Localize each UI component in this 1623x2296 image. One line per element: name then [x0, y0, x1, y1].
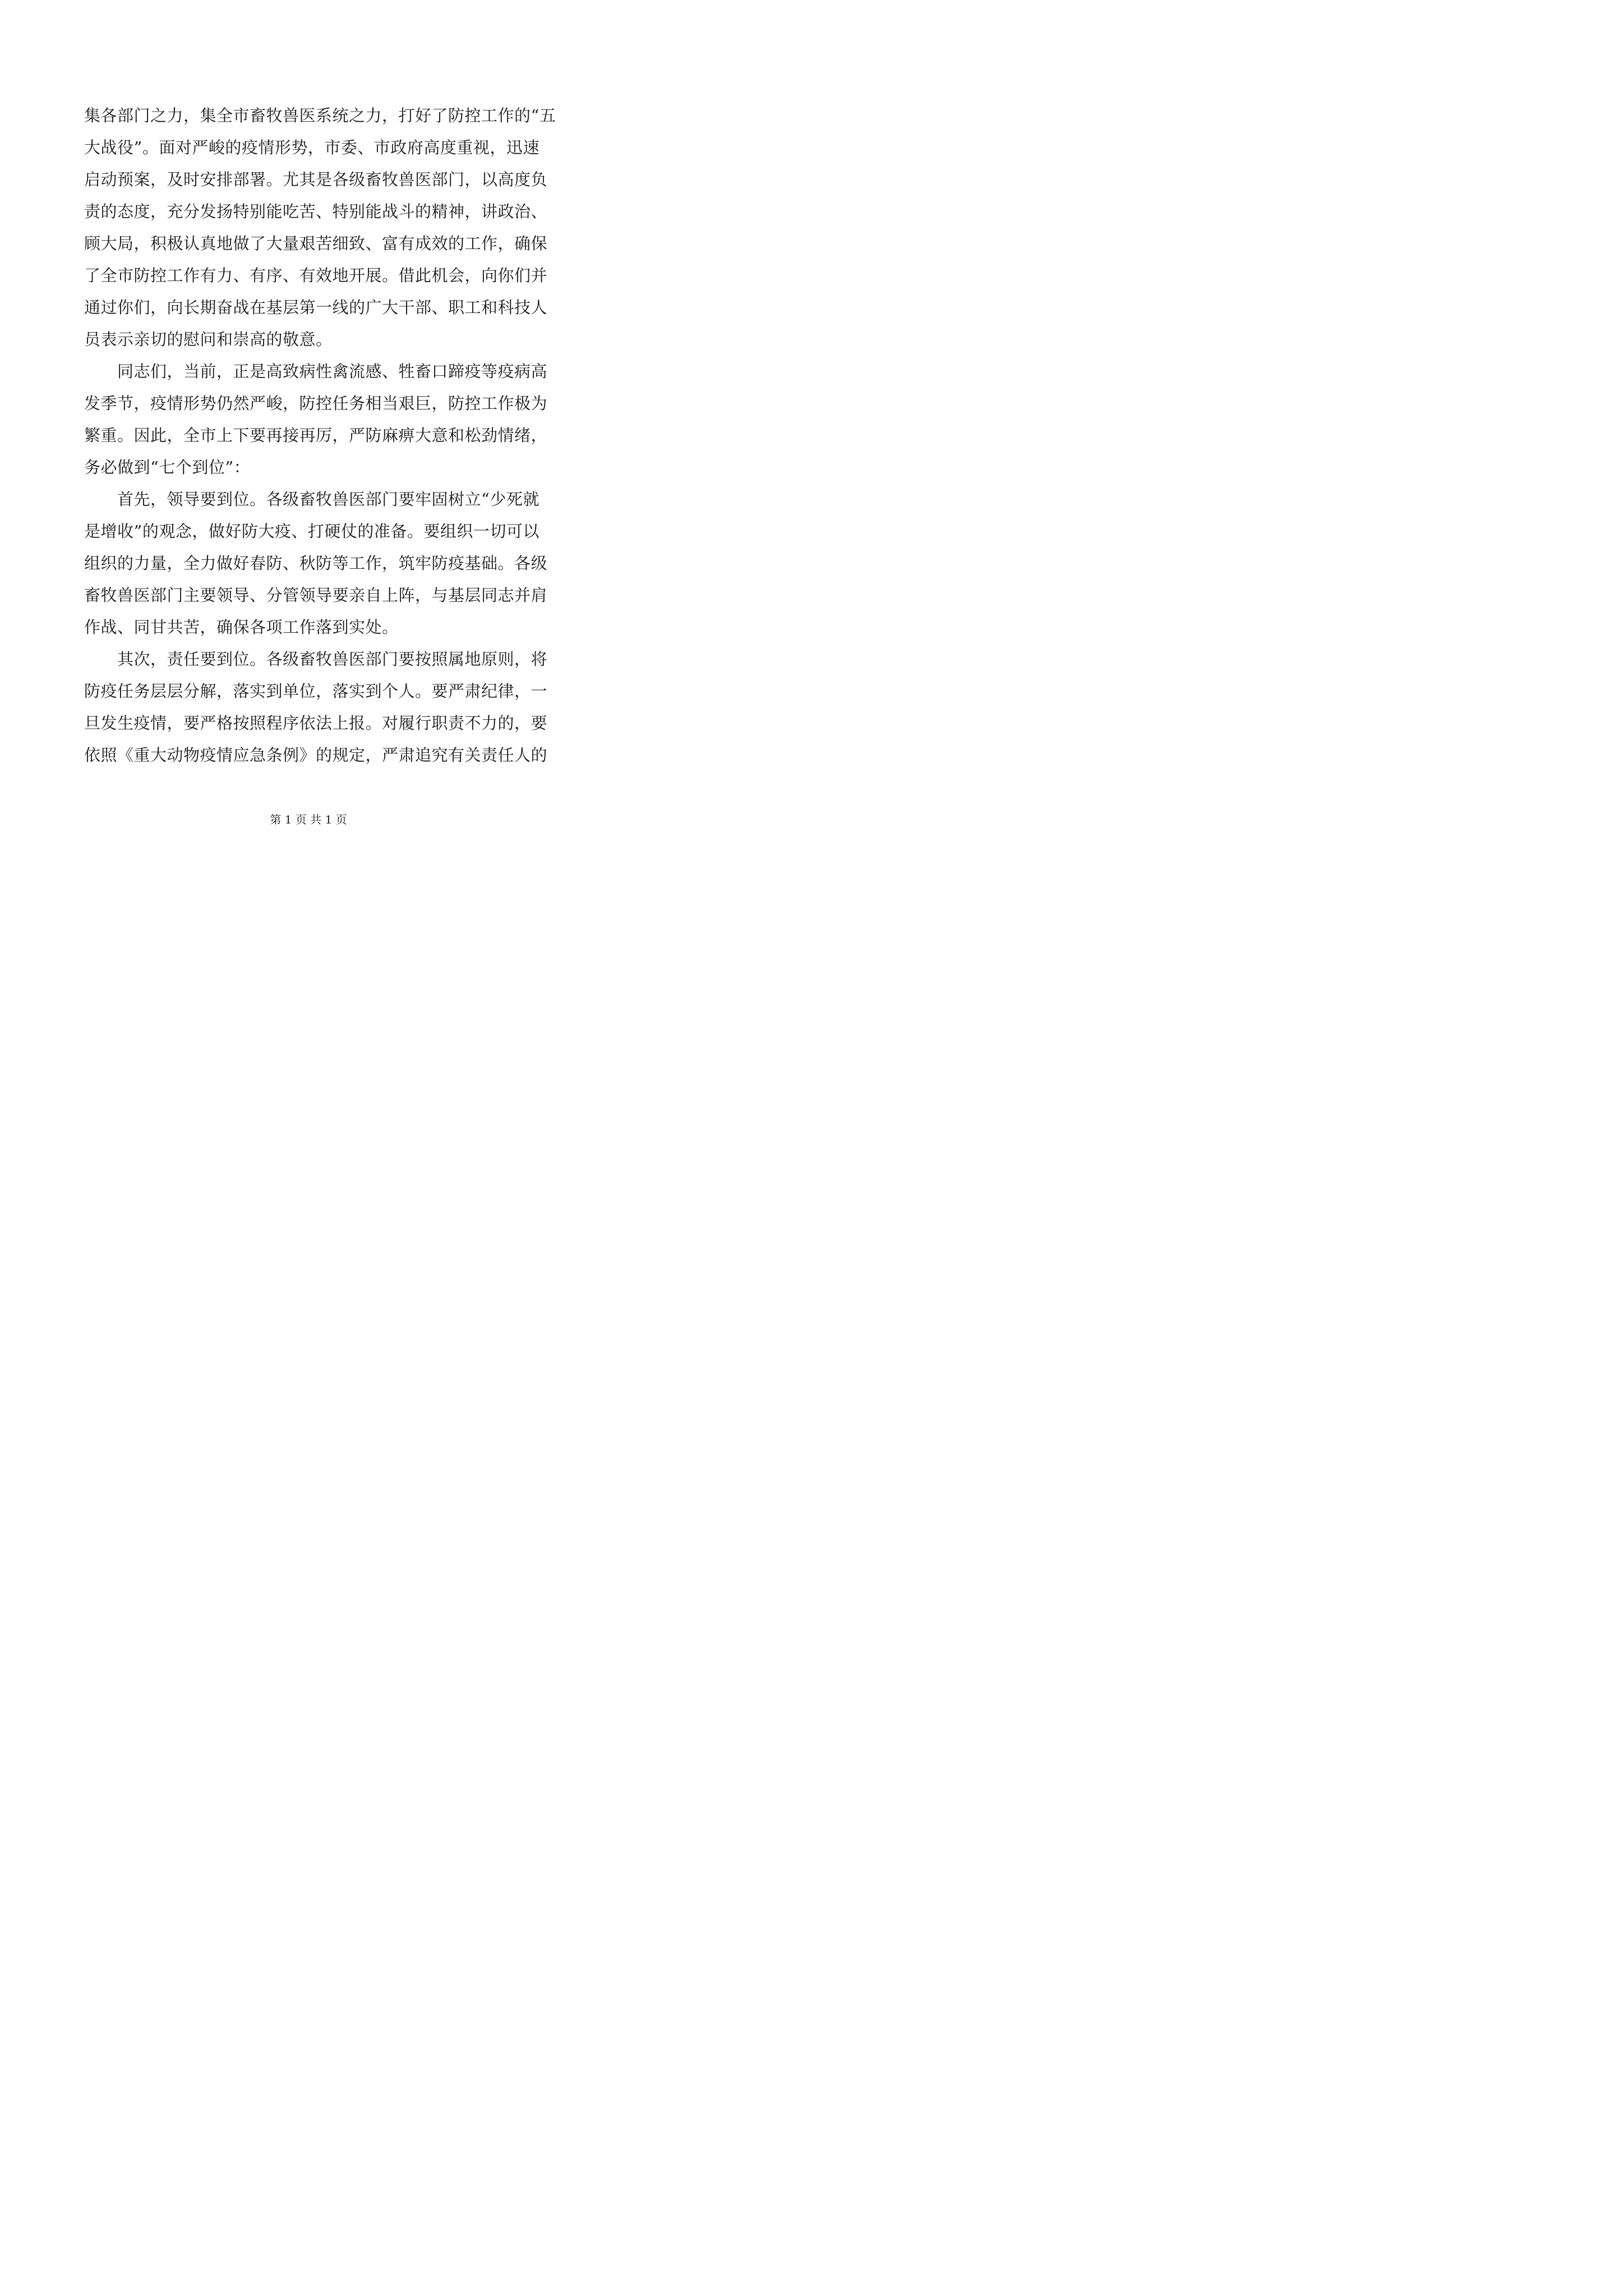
text-line: 同志们，当前，正是高致病性禽流感、牲畜口蹄疫等疫病高 — [84, 362, 548, 381]
text-line: 是增收”的观念，做好防大疫、打硬仗的准备。要组织一切可以 — [84, 522, 540, 541]
text-line: 繁重。因此，全市上下要再接再厉，严防麻痹大意和松劲情绪， — [84, 426, 548, 445]
text-line: 依照《重大动物疫情应急条例》的规定，严肃追究有关责任人的 — [84, 746, 548, 765]
text-line: 员表示亲切的慰问和崇高的敬意。 — [84, 330, 333, 349]
body-text — [84, 100, 556, 771]
text-line: 启动预案，及时安排部署。尤其是各级畜牧兽医部门，以高度负 — [84, 170, 548, 189]
page-number-footer: 第 1 页 共 1 页 — [270, 813, 347, 826]
document-page — [0, 0, 617, 873]
text-line: 务必做到“七个到位”： — [84, 458, 251, 477]
text-line: 大战役”。面对严峻的疫情形势，市委、市政府高度重视，迅速 — [84, 138, 540, 157]
text-line: 发季节，疫情形势仍然严峻，防控任务相当艰巨，防控工作极为 — [84, 394, 548, 413]
text-line: 了全市防控工作有力、有序、有效地开展。借此机会，向你们并 — [84, 266, 548, 285]
text-line: 通过你们，向长期奋战在基层第一线的广大干部、职工和科技人 — [84, 298, 548, 317]
text-line: 集各部门之力，集全市畜牧兽医系统之力，打好了防控工作的“五 — [84, 106, 556, 125]
text-line: 旦发生疫情，要严格按照程序依法上报。对履行职责不力的，要 — [84, 714, 548, 733]
text-line: 畜牧兽医部门主要领导、分管领导要亲自上阵，与基层同志并肩 — [84, 586, 548, 605]
text-line: 责的态度，充分发扬特别能吃苦、特别能战斗的精神，讲政治、 — [84, 202, 548, 221]
text-line: 防疫任务层层分解，落实到单位，落实到个人。要严肃纪律，一 — [84, 682, 548, 701]
text-line: 顾大局，积极认真地做了大量艰苦细致、富有成效的工作，确保 — [84, 234, 548, 253]
text-line: 其次，责任要到位。各级畜牧兽医部门要按照属地原则，将 — [84, 650, 548, 669]
text-line: 作战、同甘共苦，确保各项工作落到实处。 — [84, 618, 399, 637]
text-line: 首先，领导要到位。各级畜牧兽医部门要牢固树立“少死就 — [84, 490, 540, 509]
text-line: 组织的力量，全力做好春防、秋防等工作，筑牢防疫基础。各级 — [84, 554, 548, 573]
